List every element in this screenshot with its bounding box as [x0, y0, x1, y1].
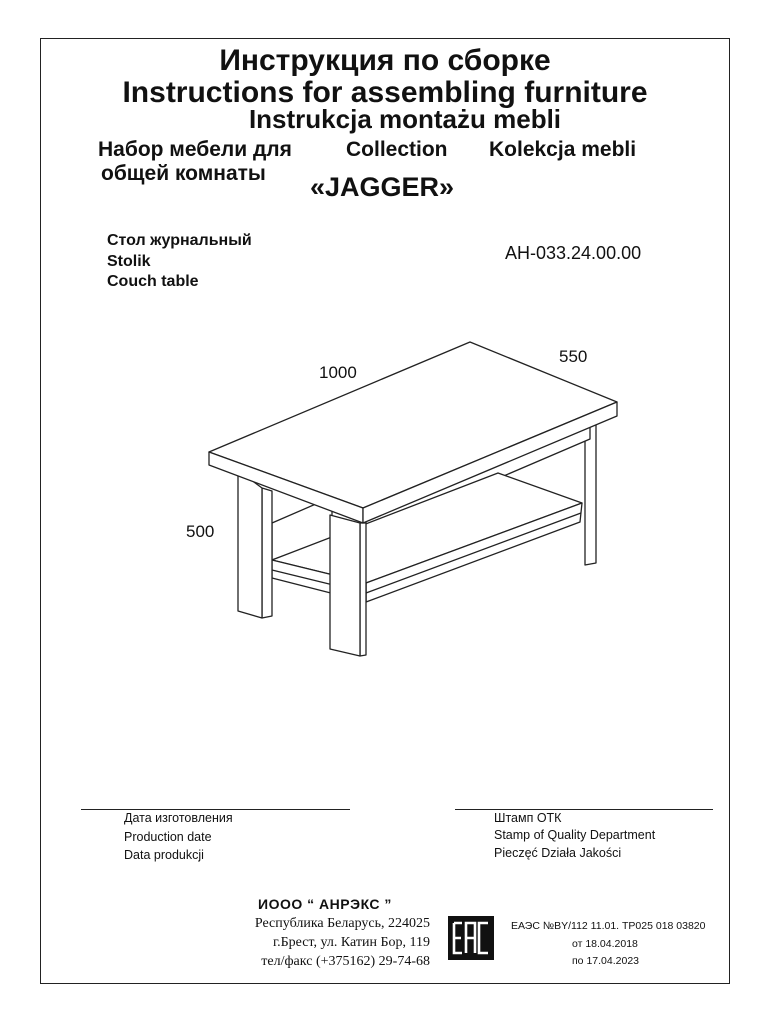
address-line-1: Республика Беларусь, 224025: [254, 916, 430, 931]
stamp-ru: Штамп ОТК: [494, 811, 562, 825]
dimension-length: 1000: [319, 363, 357, 382]
title-pl: Instrukcja montażu mebli: [248, 104, 562, 134]
stamp-en: Stamp of Quality Department: [494, 828, 656, 842]
certificate-from: от 18.04.2018: [572, 938, 638, 950]
front-left-leg: [238, 470, 262, 618]
front-right-leg-side: [360, 523, 366, 656]
title-ru: Инструкция по сборке: [219, 44, 551, 77]
production-date-en: Production date: [124, 830, 212, 844]
eac-mark-icon: [448, 916, 494, 960]
front-left-leg-side: [262, 488, 272, 618]
address-line-3: тел/факс (+375162) 29-74-68: [261, 954, 430, 969]
certificate-number: ЕАЭС №BY/112 11.01. ТР025 018 03820: [511, 920, 706, 932]
dimension-height: 500: [186, 522, 215, 541]
item-name-en: Couch table: [107, 273, 199, 290]
back-leg: [585, 421, 596, 565]
collection-label-ru-2: общей комнаты: [101, 162, 266, 185]
production-date-pl: Data produkcji: [124, 848, 204, 862]
address-line-2: г.Брест, ул. Катин Бор, 119: [272, 935, 430, 950]
collection-name: «JAGGER»: [310, 172, 455, 202]
item-code: АН-033.24.00.00: [505, 243, 642, 263]
collection-label-en: Collection: [346, 138, 448, 161]
certificate-to: по 17.04.2023: [572, 955, 639, 967]
dimension-depth: 550: [559, 347, 588, 366]
manufacturer-name: ИООО “ АНРЭКС ”: [258, 896, 392, 912]
collection-label-ru: Набор мебели для: [98, 138, 292, 161]
item-name-pl: Stolik: [107, 253, 151, 270]
item-name-ru: Стол журнальный: [107, 232, 252, 249]
stamp-line: [455, 809, 713, 810]
production-date-ru: Дата изготовления: [124, 811, 233, 825]
stamp-pl: Pieczęć Działa Jakości: [494, 846, 622, 860]
title-en: Instructions for assembling furniture: [122, 76, 648, 109]
collection-label-pl: Kolekcja mebli: [489, 138, 637, 161]
front-right-leg: [330, 515, 360, 656]
production-date-line: [81, 809, 350, 810]
